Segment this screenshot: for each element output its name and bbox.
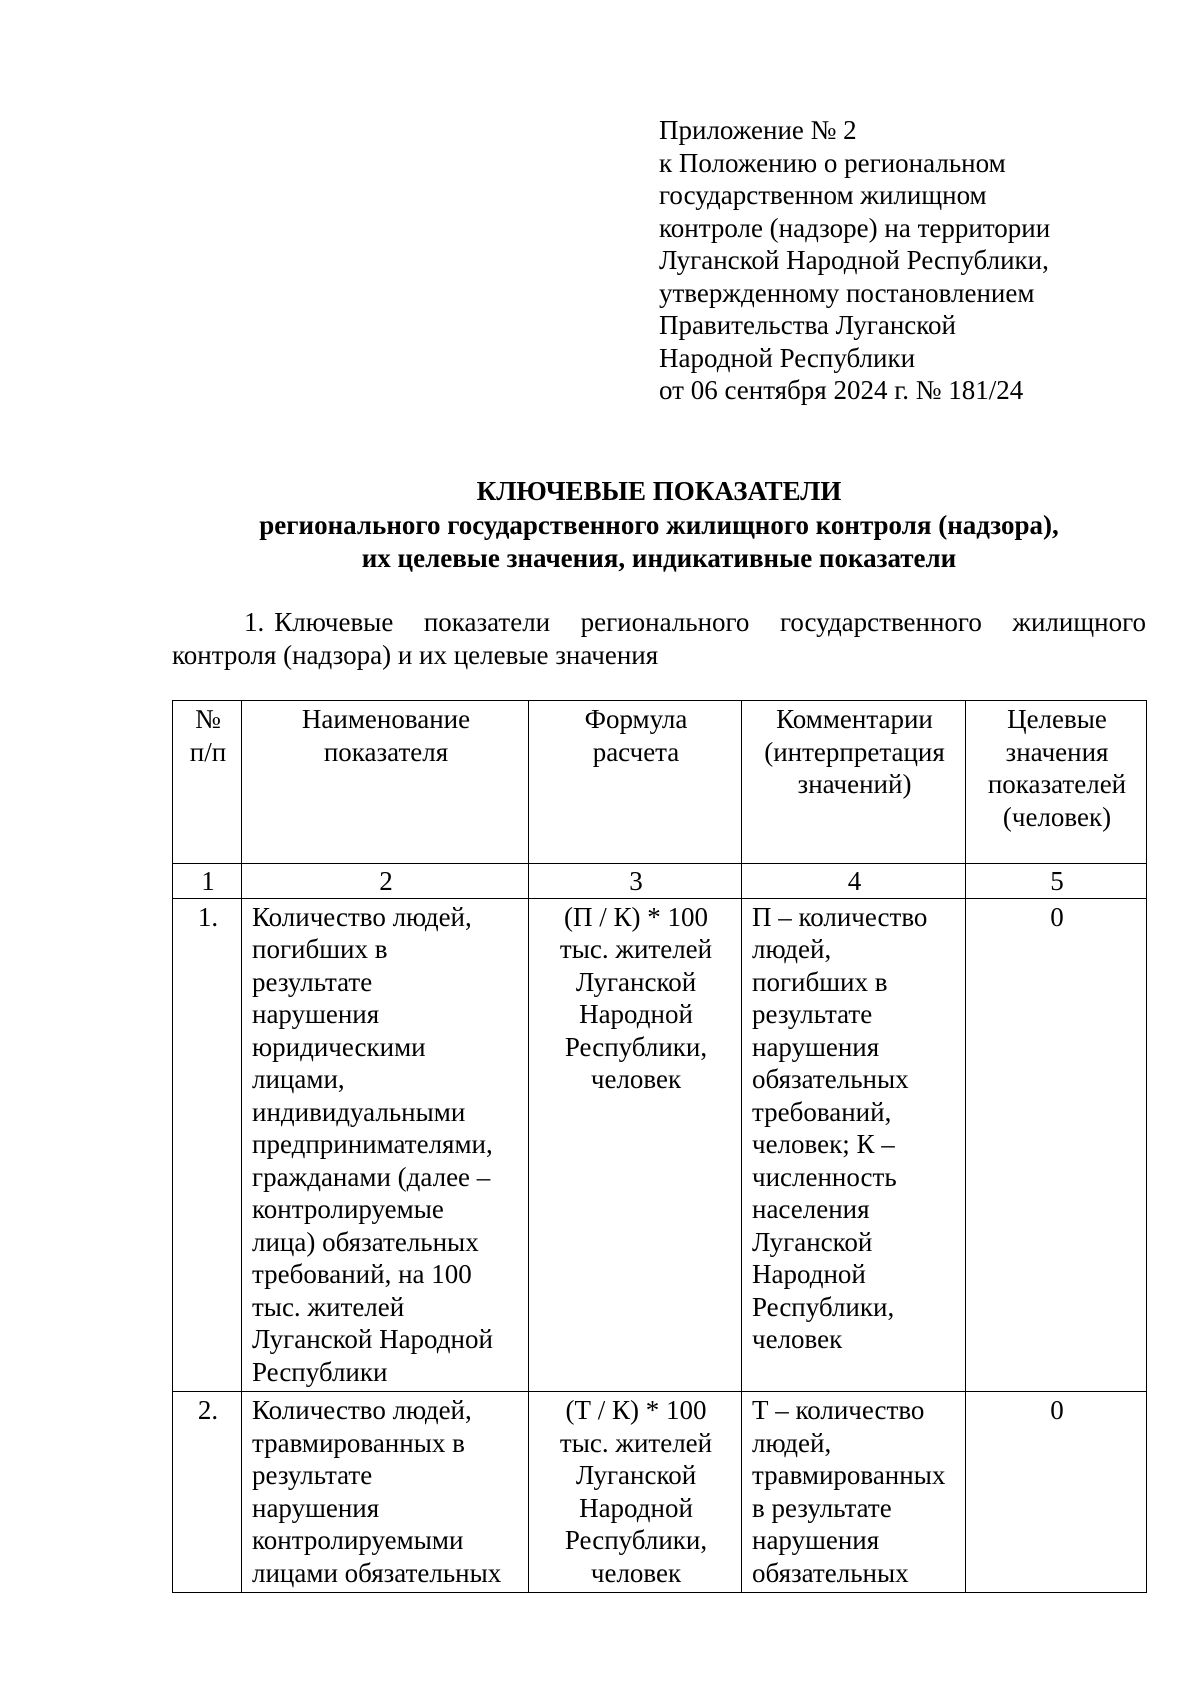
header-cell: Целевые значения показателей (человек) bbox=[966, 701, 1147, 864]
table-row bbox=[173, 898, 1147, 1392]
column-number-cell: 4 bbox=[742, 864, 966, 899]
appendix-line: государственном жилищном bbox=[659, 180, 987, 210]
section-text-line-2: контроля (надзора) и их целевые значения bbox=[172, 639, 659, 670]
row-number-cell: 2. bbox=[173, 1392, 242, 1593]
header-cell: Комментарии (интерпретация значений) bbox=[742, 701, 966, 864]
appendix-line: от 06 сентября 2024 г. № 181/24 bbox=[659, 375, 1024, 405]
header-cell: Наименование показателя bbox=[242, 701, 529, 864]
appendix-line: Народной Республики bbox=[659, 342, 916, 373]
column-number-cell: 5 bbox=[966, 864, 1147, 899]
section-1-heading bbox=[172, 606, 1146, 671]
title-line-2: регионального государственного жилищного контроля (надзора), bbox=[259, 509, 1059, 540]
title-line-1: КЛЮЧЕВЫЕ ПОКАЗАТЕЛИ bbox=[476, 476, 842, 506]
column-number-cell: 1 bbox=[173, 864, 242, 899]
comment-cell: Т – количество людей, травмированных в результате нарушения обязательных bbox=[742, 1392, 966, 1593]
key-indicators-table bbox=[172, 700, 1147, 1593]
indicator-name-cell: Количество людей, погибших в результате нарушения юридическими лицами, индивидуальными предпринимателями, гражданами (далее – контролируемые лица) обязательных требований, на 100 тыс. жителей Луганской Народной Республики bbox=[242, 898, 529, 1392]
indicator-name-cell: Количество людей, травмированных в результате нарушения контролируемыми лицами обязательных bbox=[242, 1392, 529, 1593]
appendix-line: Правительства Луганской bbox=[659, 310, 956, 340]
column-number-row bbox=[173, 864, 1147, 899]
column-number-cell: 2 bbox=[242, 864, 529, 899]
section-text-line-1: Ключевые показатели регионального государственного жилищного bbox=[274, 607, 1146, 637]
column-number-cell: 3 bbox=[529, 864, 742, 899]
formula-cell: (П / К) * 100 тыс. жителей Луганской Народной Республики, человек bbox=[529, 898, 742, 1392]
target-value-cell: 0 bbox=[966, 1392, 1147, 1593]
document-title bbox=[0, 475, 1200, 576]
appendix-line: к Положению о региональном bbox=[659, 147, 1006, 178]
header-cell: Формула расчета bbox=[529, 701, 742, 864]
title-line-3: их целевые значения, индикативные показатели bbox=[361, 543, 957, 573]
target-value-cell: 0 bbox=[966, 898, 1147, 1392]
appendix-line: Приложение № 2 bbox=[659, 115, 857, 145]
appendix-line: утвержденному постановлением bbox=[659, 277, 1035, 308]
header-cell: № п/п bbox=[173, 701, 242, 864]
appendix-line: контроле (надзоре) на территории bbox=[659, 212, 1051, 243]
appendix-block bbox=[659, 114, 1050, 407]
comment-cell: П – количество людей, погибших в результате нарушения обязательных требований, человек; К – численность населения Луганской Народной Республики, человек bbox=[742, 898, 966, 1392]
row-number-cell: 1. bbox=[173, 898, 242, 1392]
appendix-line: Луганской Народной Республики, bbox=[659, 245, 1049, 275]
section-number: 1. bbox=[244, 607, 265, 637]
formula-cell: (Т / К) * 100 тыс. жителей Луганской Народной Республики, человек bbox=[529, 1392, 742, 1593]
table-header-row bbox=[173, 701, 1147, 864]
table-row bbox=[173, 1392, 1147, 1593]
